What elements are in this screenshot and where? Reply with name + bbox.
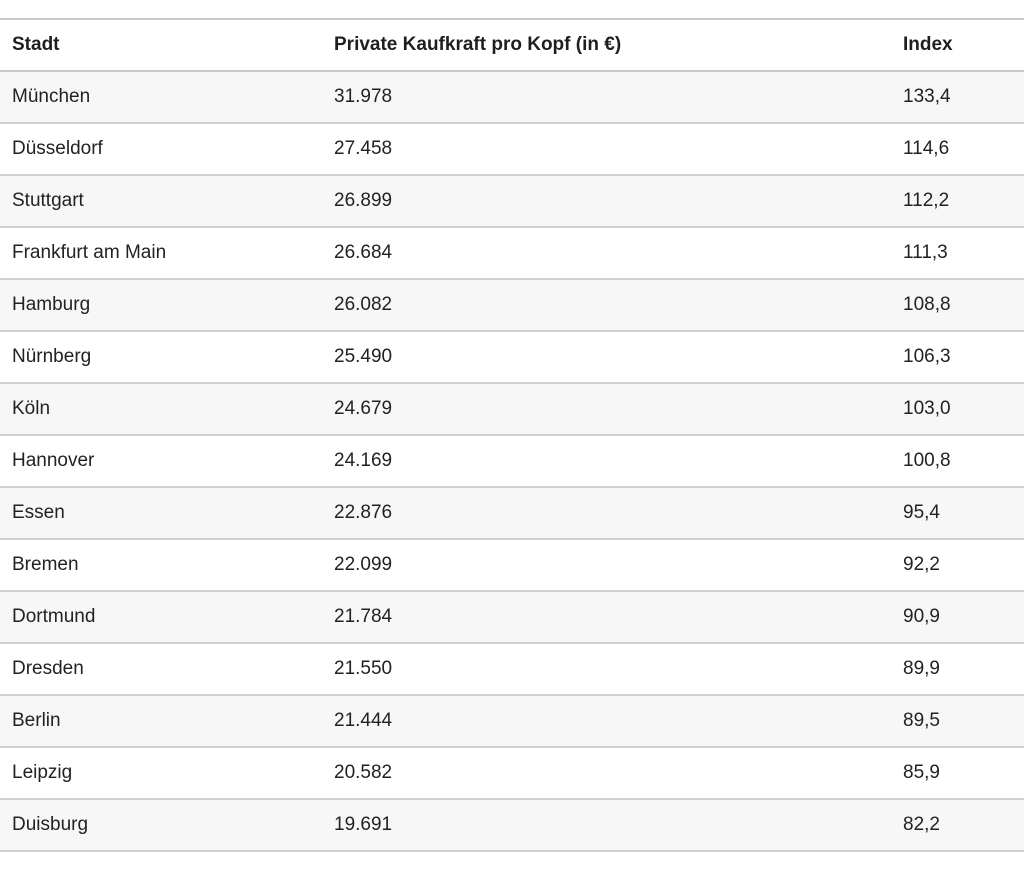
table-row — [0, 175, 1024, 227]
cell-kaufkraft: 26.082 — [322, 279, 891, 331]
cell-kaufkraft: 31.978 — [322, 71, 891, 123]
table-body — [0, 71, 1024, 851]
cell-kaufkraft: 19.691 — [322, 799, 891, 851]
cell-city: Düsseldorf — [0, 123, 322, 175]
table-row — [0, 279, 1024, 331]
cell-city: Berlin — [0, 695, 322, 747]
cell-city: Essen — [0, 487, 322, 539]
cell-kaufkraft: 27.458 — [322, 123, 891, 175]
table-row — [0, 383, 1024, 435]
cell-city: Dortmund — [0, 591, 322, 643]
cell-kaufkraft: 22.099 — [322, 539, 891, 591]
kaufkraft-table-container — [0, 18, 1024, 852]
header-city: Stadt — [0, 19, 322, 71]
cell-index: 89,9 — [891, 643, 1024, 695]
kaufkraft-table — [0, 18, 1024, 852]
cell-city: Stuttgart — [0, 175, 322, 227]
header-index: Index — [891, 19, 1024, 71]
cell-index: 95,4 — [891, 487, 1024, 539]
cell-city: Hannover — [0, 435, 322, 487]
cell-city: München — [0, 71, 322, 123]
cell-city: Dresden — [0, 643, 322, 695]
table-row — [0, 747, 1024, 799]
cell-index: 92,2 — [891, 539, 1024, 591]
cell-city: Bremen — [0, 539, 322, 591]
cell-index: 90,9 — [891, 591, 1024, 643]
cell-city: Nürnberg — [0, 331, 322, 383]
cell-index: 100,8 — [891, 435, 1024, 487]
table-row — [0, 695, 1024, 747]
table-row — [0, 643, 1024, 695]
table-row — [0, 71, 1024, 123]
cell-index: 89,5 — [891, 695, 1024, 747]
cell-city: Köln — [0, 383, 322, 435]
header-kaufkraft: Private Kaufkraft pro Kopf (in €) — [322, 19, 891, 71]
cell-index: 114,6 — [891, 123, 1024, 175]
cell-kaufkraft: 24.679 — [322, 383, 891, 435]
table-row — [0, 487, 1024, 539]
cell-index: 106,3 — [891, 331, 1024, 383]
cell-index: 111,3 — [891, 227, 1024, 279]
table-header — [0, 19, 1024, 71]
cell-kaufkraft: 21.784 — [322, 591, 891, 643]
table-row — [0, 591, 1024, 643]
cell-index: 112,2 — [891, 175, 1024, 227]
header-row — [0, 19, 1024, 71]
cell-index: 82,2 — [891, 799, 1024, 851]
cell-kaufkraft: 24.169 — [322, 435, 891, 487]
cell-kaufkraft: 26.684 — [322, 227, 891, 279]
cell-city: Frankfurt am Main — [0, 227, 322, 279]
cell-kaufkraft: 25.490 — [322, 331, 891, 383]
table-row — [0, 123, 1024, 175]
cell-city: Duisburg — [0, 799, 322, 851]
cell-index: 103,0 — [891, 383, 1024, 435]
cell-city: Leipzig — [0, 747, 322, 799]
cell-kaufkraft: 21.550 — [322, 643, 891, 695]
cell-index: 108,8 — [891, 279, 1024, 331]
cell-kaufkraft: 22.876 — [322, 487, 891, 539]
cell-index: 133,4 — [891, 71, 1024, 123]
table-row — [0, 435, 1024, 487]
table-row — [0, 331, 1024, 383]
table-row — [0, 799, 1024, 851]
cell-kaufkraft: 26.899 — [322, 175, 891, 227]
cell-kaufkraft: 20.582 — [322, 747, 891, 799]
table-row — [0, 539, 1024, 591]
cell-index: 85,9 — [891, 747, 1024, 799]
cell-kaufkraft: 21.444 — [322, 695, 891, 747]
table-row — [0, 227, 1024, 279]
cell-city: Hamburg — [0, 279, 322, 331]
